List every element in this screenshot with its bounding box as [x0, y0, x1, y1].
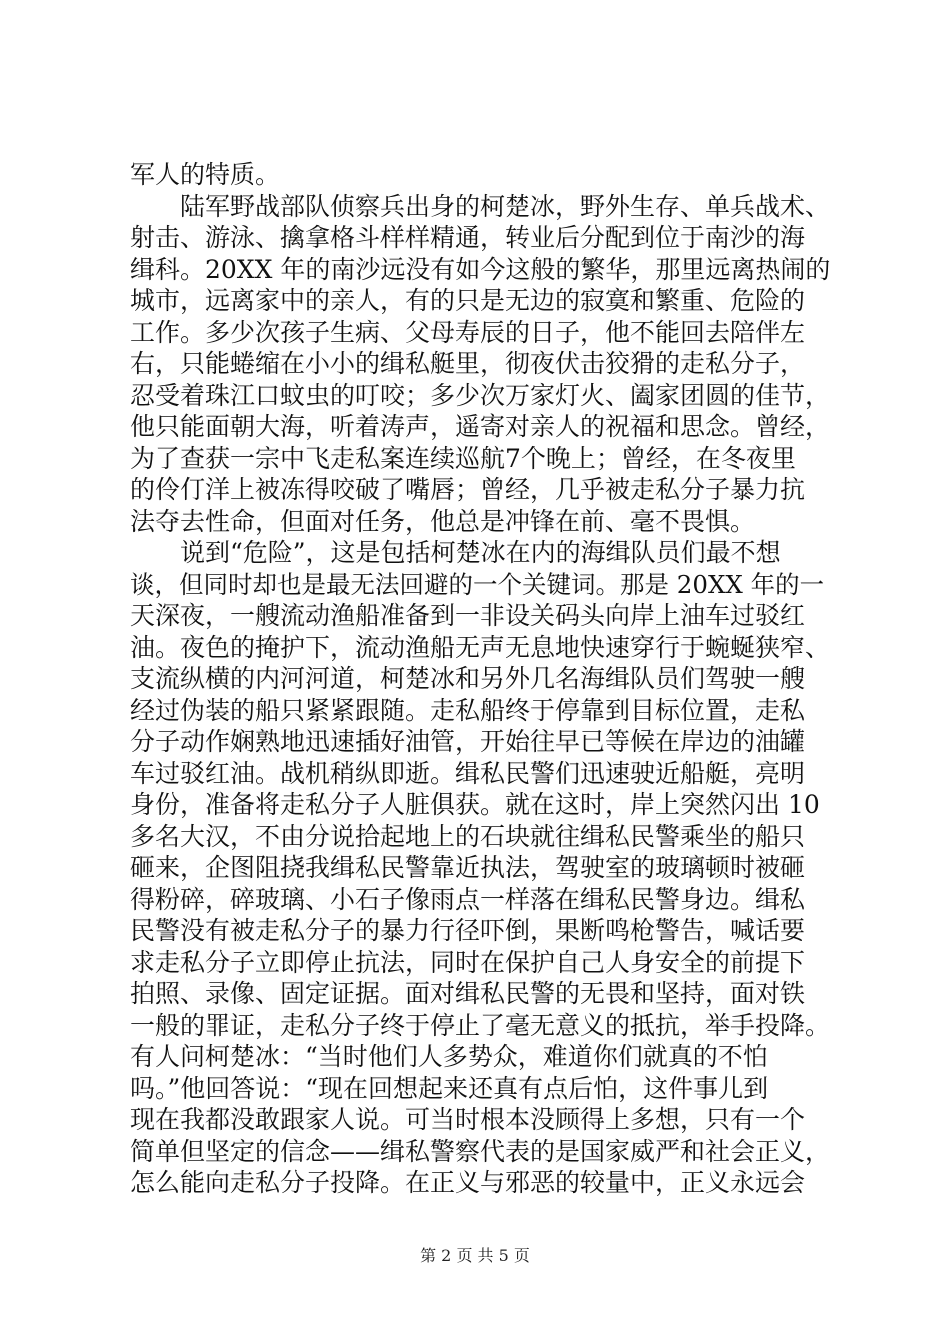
text-line: 忍受着珠江口蚊虫的叮咬；多少次万家灯火、阖家团圆的佳节，: [130, 380, 830, 410]
text-line: 经过伪装的船只紧紧跟随。走私船终于停靠到目标位置，走私: [130, 695, 806, 725]
text-line: 得粉碎，碎玻璃、小石子像雨点一样落在缉私民警身边。缉私: [130, 884, 806, 914]
text-line: 工作。多少次孩子生病、父母寿辰的日子，他不能回去陪伴左: [130, 317, 806, 347]
text-line: 一般的罪证，走私分子终于停止了毫无意义的抵抗，举手投降。: [130, 1010, 830, 1040]
text-line: 右，只能蜷缩在小小的缉私艇里，彻夜伏击狡猾的走私分子，: [130, 349, 806, 378]
text-line: 天深夜，一艘流动渔船准备到一非设关码头向岸上油车过驳红: [130, 601, 806, 630]
text-line: 砸来，企图阻挠我缉私民警靠近执法，驾驶室的玻璃顿时被砸: [130, 853, 806, 882]
text-line: 支流纵横的内河河道，柯楚冰和另外几名海缉队员们驾驶一艘: [130, 664, 806, 693]
text-line: 吗。”他回答说：“现在回想起来还真有点后怕，这件事儿到: [130, 1073, 769, 1103]
text-line: 为了查获一宗中飞走私案连续巡航7个晚上；曾经，在冬夜里: [130, 443, 796, 473]
text-line: 法夺去性命，但面对任务，他总是冲锋在前、毫不畏惧。: [130, 506, 756, 536]
document-body: [130, 159, 830, 1199]
text-line: 现在我都没敢跟家人说。可当时根本没顾得上多想，只有一个: [130, 1105, 806, 1134]
text-line: 有人问柯楚冰：“当时他们人多势众，难道你们就真的不怕: [130, 1042, 768, 1071]
text-line: 说到“危险”，这是包括柯楚冰在内的海缉队员们最不想: [130, 538, 781, 567]
text-line: 的伶仃洋上被冻得咬破了嘴唇；曾经，几乎被走私分子暴力抗: [130, 475, 806, 504]
text-line: 油。夜色的掩护下，流动渔船无声无息地快速穿行于蜿蜒狭窄、: [130, 632, 830, 662]
text-line: 求走私分子立即停止抗法，同时在保护自己人身安全的前提下: [130, 947, 806, 977]
text-line: 怎么能向走私分子投降。在正义与邪恶的较量中，正义永远会: [130, 1168, 806, 1197]
text-line: 缉科。20XX 年的南沙远没有如今这般的繁华，那里远离热闹的: [130, 254, 830, 284]
text-line: 军人的特质。: [130, 160, 281, 189]
text-line: 多名大汉，不由分说拾起地上的石块就往缉私民警乘坐的船只: [130, 821, 806, 851]
text-line: 车过驳红油。战机稍纵即逝。缉私民警们迅速驶近船艇，亮明: [130, 758, 806, 788]
text-line: 分子动作娴熟地迅速插好油管，开始往早已等候在岸边的油罐: [130, 727, 806, 756]
text-line: 身份，准备将走私分子人脏俱获。就在这时，岸上突然闪出 10: [130, 790, 820, 819]
text-line: 陆军野战部队侦察兵出身的柯楚冰，野外生存、单兵战术、: [130, 191, 830, 221]
text-line: 简单但坚定的信念——缉私警察代表的是国家威严和社会正义，: [130, 1136, 830, 1166]
text-line: 射击、游泳、擒拿格斗样样精通，转业后分配到位于南沙的海: [130, 223, 806, 252]
text-line: 民警没有被走私分子的暴力行径吓倒，果断鸣枪警告，喊话要: [130, 916, 806, 945]
text-line: 谈，但同时却也是最无法回避的一个关键词。那是 20XX 年的一: [130, 569, 825, 599]
text-line: 他只能面朝大海，听着涛声，遥寄对亲人的祝福和思念。曾经，: [130, 412, 830, 441]
text-line: 拍照、录像、固定证据。面对缉私民警的无畏和坚持，面对铁: [130, 979, 806, 1008]
text-line: 城市，远离家中的亲人，有的只是无边的寂寞和繁重、危险的: [130, 286, 806, 315]
page-footer: 第 2 页 共 5 页: [420, 1246, 530, 1265]
